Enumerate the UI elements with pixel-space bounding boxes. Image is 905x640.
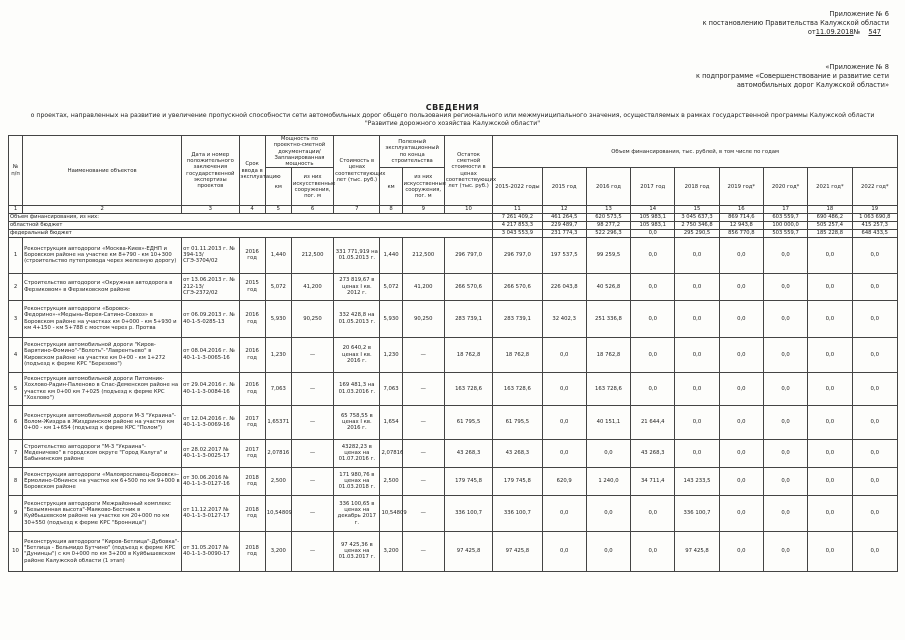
total-value: 0,0	[631, 229, 675, 237]
row-number: 3	[9, 300, 23, 337]
expertise-ref: от 31.05.2017 № 40-1-1-3-0090-17	[182, 531, 239, 571]
commission-term: 2016 год	[239, 337, 265, 372]
total-value: 1 063 690,8	[852, 213, 898, 221]
column-number: 16	[719, 206, 763, 213]
row-number: 4	[9, 337, 23, 372]
head-year: 2017 год	[631, 168, 675, 206]
built-km: 1,230	[380, 337, 402, 372]
funding-value: 163 728,6	[493, 372, 542, 405]
capacity-km: 10,54809	[265, 495, 291, 531]
total-value: 105 983,1	[631, 213, 675, 221]
project-name: Строительство автодороги "М-3 "Украина"-Меденичево" в городском округе "Город Калуга" и Бабынинском районе	[23, 439, 182, 467]
built-km: 1,440	[380, 237, 402, 273]
expertise-ref: от 08.04.2016 г. № 40-1-1-3-0065-16	[182, 337, 239, 372]
column-number: 5	[265, 206, 291, 213]
column-number: 9	[402, 206, 444, 213]
capacity-km: 1,65371	[265, 405, 291, 439]
funding-value: 21 644,4	[631, 405, 675, 439]
capacity-art: 212,500	[291, 237, 333, 273]
funding-value: 197 537,5	[542, 237, 586, 273]
total-value: 603 559,7	[763, 213, 807, 221]
built-art: —	[402, 439, 444, 467]
funding-value: 0,0	[763, 273, 807, 300]
row-number: 8	[9, 467, 23, 495]
project-row	[9, 237, 898, 273]
project-row	[9, 300, 898, 337]
row-number: 9	[9, 495, 23, 531]
total-value: 100 000,0	[763, 221, 807, 229]
row-number: 5	[9, 372, 23, 405]
estimated-cost: 336 100,65 в ценах на декабрь 2017 г.	[334, 495, 380, 531]
funding-value: 0,0	[852, 372, 898, 405]
built-art: —	[402, 372, 444, 405]
head-built: Полезный эксплуатационный по конца строительства	[380, 136, 444, 168]
estimated-cost: 97 425,36 в ценах на 01.03.2017 г.	[334, 531, 380, 571]
total-label: областной бюджет	[9, 221, 493, 229]
capacity-art: 41,200	[291, 273, 333, 300]
capacity-km: 1,440	[265, 237, 291, 273]
estimated-cost: 171 980,76 в ценах на 01.03.2018 г.	[334, 467, 380, 495]
funding-value: 0,0	[675, 337, 719, 372]
row-number: 7	[9, 439, 23, 467]
funding-value: 0,0	[719, 439, 763, 467]
funding-value: 283 739,1	[493, 300, 542, 337]
funding-value: 99 259,5	[586, 237, 630, 273]
built-art: —	[402, 495, 444, 531]
estimated-cost: 332 428,8 на 01.05.2013 г.	[334, 300, 380, 337]
column-number: 18	[808, 206, 852, 213]
funding-value: 0,0	[675, 439, 719, 467]
funding-value: 0,0	[852, 237, 898, 273]
head-cost: Стоимость в ценах соответствующих лет (тыс. руб.)	[334, 136, 380, 206]
expertise-ref: от 30.06.2016 № 40-1-1-3-0127-16	[182, 467, 239, 495]
funding-value: 61 795,5	[493, 405, 542, 439]
commission-term: 2017 год	[239, 439, 265, 467]
total-value: 3 045 637,3	[675, 213, 719, 221]
projects-table	[8, 135, 898, 572]
head-capacity: Мощность по проектно-сметной документации/ Запланированная мощность	[265, 136, 333, 168]
funding-value: 40 151,1	[586, 405, 630, 439]
built-km: 7,063	[380, 372, 402, 405]
funding-value: 0,0	[631, 273, 675, 300]
program-subprogram-label: к подпрограмме «Совершенствование и развитие сети	[696, 72, 889, 80]
project-name: Строительство автодороги «Окружная автодорога в Ферзиковом» в Ферзиковском районе	[23, 273, 182, 300]
funding-value: 0,0	[852, 467, 898, 495]
column-number: 10	[444, 206, 492, 213]
column-number: 19	[852, 206, 898, 213]
total-label: федеральный бюджет	[9, 229, 493, 237]
decree-header	[703, 10, 889, 37]
estimated-cost: 273 819,67 в ценах I кв. 2012 г.	[334, 273, 380, 300]
total-label: Объем финансирования, из них:	[9, 213, 493, 221]
column-number: 4	[239, 206, 265, 213]
funding-value: 0,0	[852, 495, 898, 531]
commission-term: 2018 год	[239, 467, 265, 495]
funding-value: 0,0	[542, 531, 586, 571]
total-value: 690 486,2	[808, 213, 852, 221]
funding-value: 0,0	[852, 300, 898, 337]
project-name: Реконструкция автодороги "Киров-Бетлица"-Дубовка"-"Бетлица - Вельмидо Бутчино" (подъезд к ферме КРС "Дунинцы") с км 0+000 по км 3+200 в Куйбышевском районе Калужской области (1 этап)	[23, 531, 182, 571]
project-row	[9, 405, 898, 439]
expertise-ref: от 13.06.2013 г. № 212-13/СГЭ-2372/02	[182, 273, 239, 300]
funding-value: 0,0	[808, 273, 852, 300]
program-subprogram-name: автомобильных дорог Калужской области»	[736, 81, 889, 89]
built-km: 5,930	[380, 300, 402, 337]
expertise-ref: от 06.09.2013 г. № 40-1-5-0285-13	[182, 300, 239, 337]
built-art: —	[402, 467, 444, 495]
total-value: 3 043 553,9	[493, 229, 542, 237]
funding-value: 0,0	[542, 405, 586, 439]
funding-value: 0,0	[808, 300, 852, 337]
funding-value: 0,0	[852, 531, 898, 571]
funding-value: 0,0	[763, 439, 807, 467]
funding-value: 0,0	[763, 531, 807, 571]
funding-value: 143 233,5	[675, 467, 719, 495]
row-number: 6	[9, 405, 23, 439]
capacity-art: 90,250	[291, 300, 333, 337]
project-name: Реконструкция автомобильной дороги "Киров-Барятино-Фомино"-"Волоть"-"Лаврентьево" в Кировском районе на участке км 0+00 - км 1+272 (подъезд к ферме КРС "Березово")	[23, 337, 182, 372]
funding-value: 0,0	[675, 237, 719, 273]
head-built-art: из них искусственные сооружения, пог. м	[402, 168, 444, 206]
funding-value: 336 100,7	[675, 495, 719, 531]
program-appendix-label: «Приложение № 8	[825, 63, 889, 71]
funding-value: 0,0	[631, 372, 675, 405]
funding-value: 179 745,8	[493, 467, 542, 495]
total-value: 620 573,5	[586, 213, 630, 221]
funding-value: 296 797,0	[493, 237, 542, 273]
table-body	[9, 206, 898, 571]
funding-value: 0,0	[719, 405, 763, 439]
built-km: 2,500	[380, 467, 402, 495]
expertise-ref: от 28.02.2017 № 40-1-1-3-0025-17	[182, 439, 239, 467]
total-value: 869 714,6	[719, 213, 763, 221]
capacity-km: 1,230	[265, 337, 291, 372]
funding-value: 0,0	[763, 372, 807, 405]
title-line-1: о проектах, направленных на развитие и увеличение пропускной способности сети автомобильных дорог общего пользования регионального или межмуниципального значения, осуществляемых в рамках государственной программы Калужской области	[30, 112, 875, 119]
funding-value: 1 240,0	[586, 467, 630, 495]
total-value: 4 217 853,3	[493, 221, 542, 229]
column-number: 6	[291, 206, 333, 213]
funding-value: 0,0	[675, 300, 719, 337]
total-value: 98 277,2	[586, 221, 630, 229]
head-funding: Объем финансирования, тыс. рублей, в том числе по годам	[493, 136, 898, 168]
remaining-cost: 266 570,6	[444, 273, 492, 300]
commission-term: 2017 год	[239, 405, 265, 439]
row-number: 2	[9, 273, 23, 300]
built-art: —	[402, 405, 444, 439]
decree-number: 547	[868, 28, 881, 36]
remaining-cost: 283 739,1	[444, 300, 492, 337]
estimated-cost: 331 771,919 на 01.05.2013 г.	[334, 237, 380, 273]
remaining-cost: 163 728,6	[444, 372, 492, 405]
head-year: 2020 год*	[763, 168, 807, 206]
column-number: 12	[542, 206, 586, 213]
funding-value: 336 100,7	[493, 495, 542, 531]
funding-value: 0,0	[763, 495, 807, 531]
program-header	[696, 63, 889, 90]
commission-term: 2016 год	[239, 300, 265, 337]
commission-term: 2015 год	[239, 273, 265, 300]
column-number: 11	[493, 206, 542, 213]
column-number: 1	[9, 206, 23, 213]
funding-value: 0,0	[675, 273, 719, 300]
title-line-2: "Развитие дорожного хозяйства Калужской области"	[364, 119, 541, 127]
head-year: 2015 год	[542, 168, 586, 206]
capacity-km: 2,500	[265, 467, 291, 495]
head-year: 2022 год*	[852, 168, 898, 206]
head-built-km: км	[380, 168, 402, 206]
column-number: 17	[763, 206, 807, 213]
built-km: 2,07816	[380, 439, 402, 467]
project-name: Реконструкция автомобильной дороги М-3 "Украина"-Волом-Жиздра в Жиздринском районе на участке км 0+00 - км 1+654 (подъезд к ферме КРС "Полом")	[23, 405, 182, 439]
total-value: 503 559,7	[763, 229, 807, 237]
funding-value: 0,0	[763, 300, 807, 337]
head-year: 2019 год*	[719, 168, 763, 206]
funding-value: 163 728,6	[586, 372, 630, 405]
funding-value: 0,0	[852, 337, 898, 372]
funding-value: 0,0	[719, 531, 763, 571]
project-name: Реконструкция автомобильной дороги Питомник-Хохлово-Радин-Паленово в Спас-Деменском районе на участке км 0+00 км 7+025 (подъезд к ферме КРС "Хохлово")	[23, 372, 182, 405]
capacity-km: 5,072	[265, 273, 291, 300]
project-row	[9, 273, 898, 300]
project-name: Реконструкция автодороги «Москва-Киев»-ЕДНП и Боровском районе на участке км 8+790 - км 10+300 (строительство путепровода через железную дорогу)	[23, 237, 182, 273]
funding-value: 32 402,3	[542, 300, 586, 337]
estimated-cost: 43282,23 в ценах на 01.07.2016 г.	[334, 439, 380, 467]
column-number: 2	[23, 206, 182, 213]
funding-value: 0,0	[586, 439, 630, 467]
capacity-art: —	[291, 405, 333, 439]
appendix-label: Приложение № 6	[829, 10, 889, 18]
total-value: 461 264,5	[542, 213, 586, 221]
head-expertise: Дата и номер положительного заключения государственной экспертизы проектов	[182, 136, 239, 206]
capacity-km: 2,07816	[265, 439, 291, 467]
head-remain: Остаток сметной стоимости в ценах соответствующих лет (тыс. руб.)	[444, 136, 492, 206]
total-value: 522 296,3	[586, 229, 630, 237]
head-term: Срок ввода в эксплуатацию	[239, 136, 265, 206]
funding-value: 43 268,3	[493, 439, 542, 467]
funding-value: 0,0	[852, 405, 898, 439]
capacity-km: 5,930	[265, 300, 291, 337]
built-art: 41,200	[402, 273, 444, 300]
remaining-cost: 179 745,8	[444, 467, 492, 495]
head-number: № п/п	[9, 136, 23, 206]
column-numbers-row	[9, 206, 898, 213]
funding-value: 0,0	[808, 337, 852, 372]
project-row	[9, 531, 898, 571]
total-value: 295 290,5	[675, 229, 719, 237]
commission-term: 2016 год	[239, 237, 265, 273]
built-km: 3,200	[380, 531, 402, 571]
funding-value: 0,0	[719, 495, 763, 531]
total-value: 12 943,8	[719, 221, 763, 229]
capacity-art: —	[291, 467, 333, 495]
expertise-ref: от 11.12.2017 № 40-1-1-3-0127-17	[182, 495, 239, 531]
funding-value: 0,0	[631, 531, 675, 571]
total-value: 185 228,8	[808, 229, 852, 237]
built-art: —	[402, 337, 444, 372]
total-value: 2 750 346,8	[675, 221, 719, 229]
funding-value: 0,0	[542, 337, 586, 372]
funding-value: 0,0	[852, 439, 898, 467]
commission-term: 2018 год	[239, 495, 265, 531]
built-art: —	[402, 531, 444, 571]
funding-value: 0,0	[675, 372, 719, 405]
funding-value: 0,0	[542, 439, 586, 467]
funding-value: 0,0	[586, 531, 630, 571]
head-year: 2016 год	[586, 168, 630, 206]
funding-value: 18 762,8	[586, 337, 630, 372]
remaining-cost: 296 797,0	[444, 237, 492, 273]
funding-value: 0,0	[719, 273, 763, 300]
funding-value: 0,0	[808, 405, 852, 439]
total-row	[9, 213, 898, 221]
funding-value: 34 711,4	[631, 467, 675, 495]
project-row	[9, 467, 898, 495]
funding-value: 0,0	[586, 495, 630, 531]
funding-value: 0,0	[808, 237, 852, 273]
title-heading: СВЕДЕНИЯ	[425, 103, 480, 112]
funding-value: 0,0	[675, 405, 719, 439]
capacity-art: —	[291, 531, 333, 571]
built-art: 212,500	[402, 237, 444, 273]
funding-value: 0,0	[542, 495, 586, 531]
funding-value: 251 336,8	[586, 300, 630, 337]
funding-value: 0,0	[763, 337, 807, 372]
total-row	[9, 221, 898, 229]
column-number: 3	[182, 206, 239, 213]
funding-value: 0,0	[808, 467, 852, 495]
project-row	[9, 495, 898, 531]
funding-value: 0,0	[719, 237, 763, 273]
funding-value: 18 762,8	[493, 337, 542, 372]
funding-value: 620,9	[542, 467, 586, 495]
column-number: 7	[334, 206, 380, 213]
remaining-cost: 43 268,3	[444, 439, 492, 467]
funding-value: 0,0	[763, 237, 807, 273]
capacity-km: 7,063	[265, 372, 291, 405]
row-number: 10	[9, 531, 23, 571]
project-row	[9, 439, 898, 467]
total-value: 648 433,5	[852, 229, 898, 237]
built-km: 10,54809	[380, 495, 402, 531]
expertise-ref: от 01.11.2013 г. № 394-13/СГЭ-3704/02	[182, 237, 239, 273]
document-title	[0, 103, 905, 127]
funding-value: 0,0	[631, 237, 675, 273]
total-value: 856 770,8	[719, 229, 763, 237]
head-year: 2015-2022 годы	[493, 168, 542, 206]
project-name: Реконструкция автодороги «Малоярославец-Боровск»-Ермолино-Обнинск на участке км 6+500 по км 9+000 в Боровском районе	[23, 467, 182, 495]
remaining-cost: 97 425,8	[444, 531, 492, 571]
funding-value: 97 425,8	[675, 531, 719, 571]
remaining-cost: 336 100,7	[444, 495, 492, 531]
commission-term: 2018 год	[239, 531, 265, 571]
remaining-cost: 61 795,5	[444, 405, 492, 439]
remaining-cost: 18 762,8	[444, 337, 492, 372]
estimated-cost: 65 758,55 в ценах I кв. 2016 г.	[334, 405, 380, 439]
funding-value: 0,0	[808, 531, 852, 571]
total-row	[9, 229, 898, 237]
project-row	[9, 372, 898, 405]
column-number: 13	[586, 206, 630, 213]
funding-value: 97 425,8	[493, 531, 542, 571]
total-value: 415 257,3	[852, 221, 898, 229]
project-row	[9, 337, 898, 372]
column-number: 15	[675, 206, 719, 213]
funding-value: 0,0	[808, 372, 852, 405]
project-name: Реконструкция автодороги Межрайонный комплекс "Безымянная высота"-Маяково-Бестник в Куйбышевском районе на участке км 20+000 по км 30+550 (подъезд к ферме КРС "Бронница")	[23, 495, 182, 531]
funding-value: 0,0	[719, 300, 763, 337]
funding-value: 0,0	[763, 467, 807, 495]
column-number: 8	[380, 206, 402, 213]
expertise-ref: от 29.04.2016 г. № 40-1-1-3-0084-16	[182, 372, 239, 405]
total-value: 231 774,3	[542, 229, 586, 237]
commission-term: 2016 год	[239, 372, 265, 405]
built-km: 1,654	[380, 405, 402, 439]
total-value: 229 489,7	[542, 221, 586, 229]
total-value: 105 983,1	[631, 221, 675, 229]
funding-value: 0,0	[631, 495, 675, 531]
total-value: 7 261 409,2	[493, 213, 542, 221]
decree-label: к постановлению Правительства Калужской области	[702, 19, 889, 27]
estimated-cost: 20 640,2 в ценах I кв. 2016 г.	[334, 337, 380, 372]
funding-value: 0,0	[808, 439, 852, 467]
capacity-art: —	[291, 439, 333, 467]
decree-date-line: от11.09.2018№ 547	[703, 28, 889, 37]
funding-value: 0,0	[631, 337, 675, 372]
capacity-art: —	[291, 372, 333, 405]
built-km: 5,072	[380, 273, 402, 300]
funding-value: 43 268,3	[631, 439, 675, 467]
funding-value: 0,0	[808, 495, 852, 531]
head-year: 2018 год	[675, 168, 719, 206]
project-name: Реконструкция автодороги «Боровск-Федорино»-«Медынь-Верея-Сатино-Совхоз» в Боровском районе на участках км 0+000 - км 5+930 и км 4+150 - км 5+788 с мостом через р. Протва	[23, 300, 182, 337]
capacity-art: —	[291, 495, 333, 531]
funding-value: 266 570,6	[493, 273, 542, 300]
capacity-km: 3,200	[265, 531, 291, 571]
funding-value: 226 043,8	[542, 273, 586, 300]
total-value: 505 257,4	[808, 221, 852, 229]
decree-date: 11.09.2018	[815, 28, 854, 36]
head-year: 2021 год*	[808, 168, 852, 206]
built-art: 90,250	[402, 300, 444, 337]
expertise-ref: от 12.04.2016 г. № 40-1-1-3-0069-16	[182, 405, 239, 439]
funding-value: 40 526,8	[586, 273, 630, 300]
funding-value: 0,0	[542, 372, 586, 405]
head-capacity-km: км	[265, 168, 291, 206]
funding-value: 0,0	[631, 300, 675, 337]
funding-value: 0,0	[852, 273, 898, 300]
column-number: 14	[631, 206, 675, 213]
row-number: 1	[9, 237, 23, 273]
funding-value: 0,0	[763, 405, 807, 439]
head-capacity-art: из них искусственные сооружения, пог. м	[291, 168, 333, 206]
funding-value: 0,0	[719, 372, 763, 405]
estimated-cost: 169 481,3 на 01.03.2016 г.	[334, 372, 380, 405]
head-name: Наименование объектов	[23, 136, 182, 206]
funding-value: 0,0	[719, 467, 763, 495]
funding-value: 0,0	[719, 337, 763, 372]
capacity-art: —	[291, 337, 333, 372]
